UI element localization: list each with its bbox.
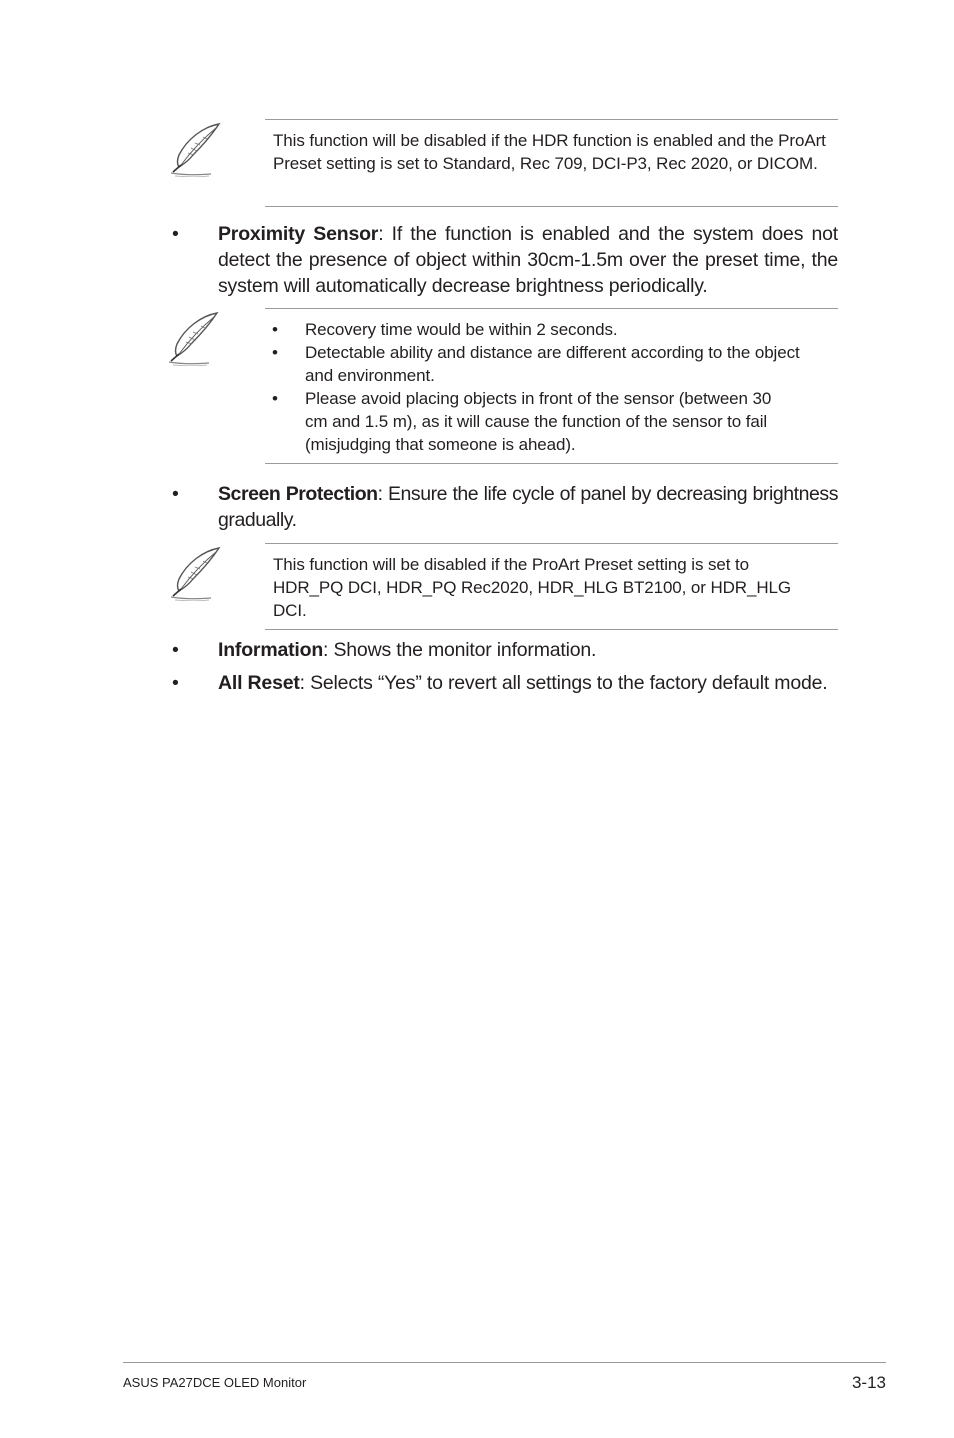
feather-note-icon	[167, 121, 225, 177]
note-hdr-disable	[265, 119, 838, 207]
item-body: : If the function is enabled and the system does not detect the presence of object within 30cm-1.5m over the preset time, the system will automatically decrease brightness periodically.	[218, 223, 838, 297]
note-preset-disable	[265, 543, 838, 630]
item-body: : Selects “Yes” to revert all settings to the factory default mode.	[299, 672, 828, 694]
list-item: • Detectable ability and distance are different according to the object and environment.	[272, 343, 800, 385]
item-title: Proximity Sensor	[218, 223, 379, 245]
all-reset-item	[172, 670, 838, 696]
item-title: Screen Protection	[218, 483, 378, 505]
item-body: : Ensure the life cycle of panel by decreasing brightness gradually.	[218, 483, 838, 531]
note-text: This function will be disabled if the ProArt Preset setting is set to HDR_PQ DCI, HDR_PQ Rec2020, HDR_HLG BT2100, or HDR_HLG DCI.	[273, 555, 791, 620]
feather-note-icon	[165, 310, 223, 366]
bullet: •	[172, 639, 179, 661]
feather-note-icon	[167, 545, 225, 601]
item-body: : Shows the monitor information.	[323, 639, 597, 661]
footer-divider	[123, 1362, 886, 1363]
list-item: • Recovery time would be within 2 seconds.	[272, 320, 618, 339]
note-proximity-sensor	[265, 308, 838, 464]
proximity-sensor-item	[172, 221, 838, 299]
note-list	[265, 318, 838, 456]
list-item: • Please avoid placing objects in front of the sensor (between 30 cm and 1.5 m), as it will cause the function of the sensor to fail (misjudging that someone is ahead).	[272, 389, 772, 454]
bullet: •	[172, 672, 179, 694]
bullet: •	[172, 223, 179, 245]
item-title: All Reset	[218, 672, 300, 694]
screen-protection-item	[172, 481, 838, 533]
footer-product-name: ASUS PA27DCE OLED Monitor	[123, 1375, 307, 1390]
bullet: •	[172, 483, 179, 505]
page-number: 3-13	[851, 1373, 886, 1392]
note-text: This function will be disabled if the HDR function is enabled and the ProArt Preset setting is set to Standard, Rec 709, DCI-P3, Rec 2020, or DICOM.	[273, 131, 826, 173]
item-title: Information	[218, 639, 324, 661]
information-item	[172, 637, 838, 663]
